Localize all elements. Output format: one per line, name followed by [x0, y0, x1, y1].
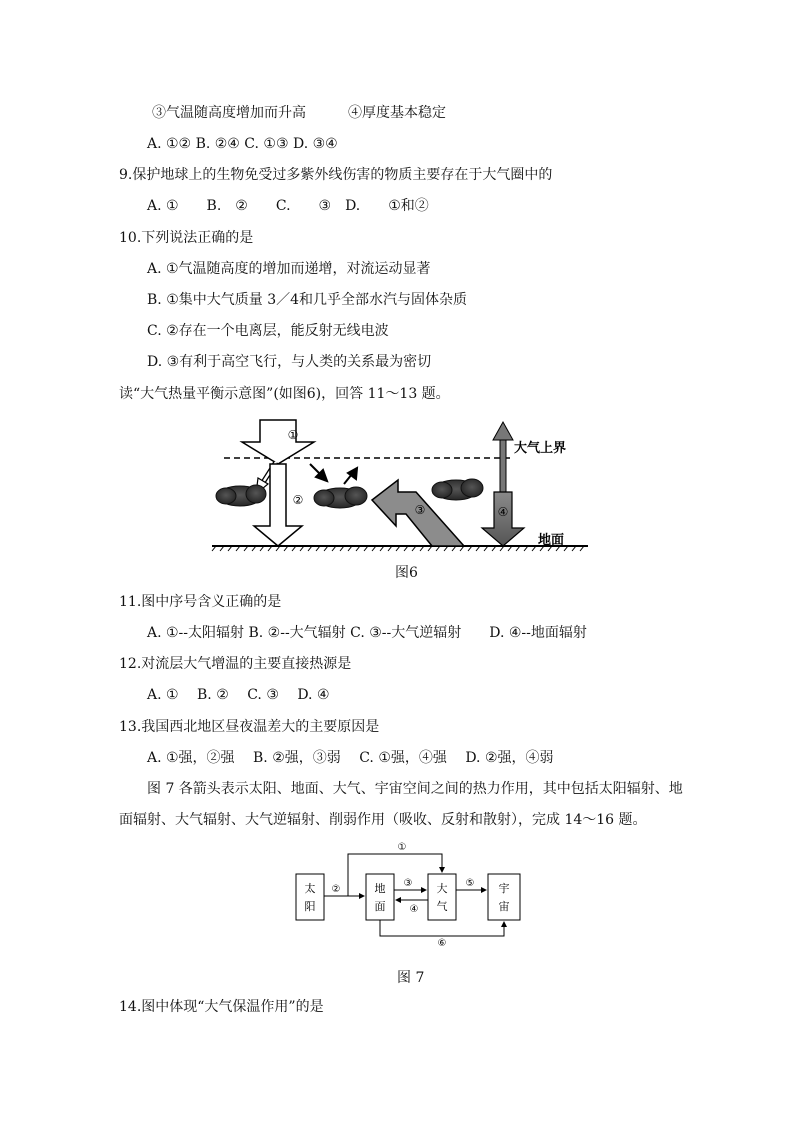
q8-answers: A. ①② B. ②④ C. ①③ D. ③④ — [147, 136, 338, 152]
q11-stem: 11.图中序号含义正确的是 — [119, 594, 282, 610]
label-2: ② — [292, 493, 304, 507]
q13-stem: 13.我国西北地区昼夜温差大的主要原因是 — [119, 719, 380, 735]
q11-answers: A. ①--太阳辐射 B. ②--大气辐射 C. ③--大气逆辐射 D. ④--地面辐射 — [147, 625, 587, 641]
fig7-intro-line1: 图 7 各箭头表示太阳、地面、大气、宇宙空间之间的热力作用，其中包括太阳辐射、地 — [147, 781, 683, 797]
ground-char-2: 面 — [374, 900, 386, 913]
figure-7-caption: 图 7 — [397, 970, 425, 986]
q9-stem: 9.保护地球上的生物免受过多紫外线伤害的物质主要存在于大气圈中的 — [119, 167, 553, 183]
fig6-intro: 读“大气热量平衡示意图”(如图6)，回答 11～13 题。 — [119, 386, 450, 402]
box-atmosphere — [428, 874, 456, 920]
line-option-3-4: ③气温随高度增加而升高 ④厚度基本稳定 — [152, 105, 446, 121]
q13-answers: A. ①强，②强 B. ②强，③弱 C. ①强，④强 D. ②强，④弱 — [147, 750, 554, 766]
box-ground — [366, 874, 394, 920]
q10-option-d: D. ③有利于高空飞行，与人类的关系最为密切 — [147, 354, 432, 370]
label-7-3: ③ — [403, 878, 413, 889]
figure-6-atmosphere-heat-balance — [210, 418, 590, 558]
label-7-4: ④ — [409, 904, 419, 915]
arrow-4-up — [500, 438, 506, 492]
q9-answers: A. ① B. ② C. ③ D. ①和② — [147, 198, 429, 214]
q10-option-b: B. ①集中大气质量 3／4和几乎全部水汽与固体杂质 — [147, 292, 468, 308]
arrow-7-6 — [380, 920, 504, 936]
q14-stem: 14.图中体现“大气保温作用”的是 — [119, 999, 324, 1015]
arrow-scatter-right — [310, 464, 357, 484]
label-atmosphere-top: 大气上界 — [514, 441, 567, 456]
cloud-right — [432, 479, 483, 500]
arrow-1 — [242, 420, 314, 464]
cloud-left — [216, 485, 266, 506]
label-1: ① — [287, 428, 299, 442]
label-7-1: ① — [397, 842, 407, 853]
figure-7-heat-flow-diagram — [290, 838, 530, 950]
q12-stem: 12.对流层大气增温的主要直接热源是 — [119, 656, 352, 672]
q10-stem: 10.下列说法正确的是 — [119, 230, 254, 246]
q10-option-a: A. ①气温随高度的增加而递增，对流运动显著 — [147, 261, 431, 277]
space-char-2: 宙 — [498, 900, 510, 913]
label-ground: 地面 — [538, 533, 565, 548]
ground-char-1: 地 — [374, 882, 386, 895]
cloud-middle — [314, 487, 367, 508]
box-sun — [296, 874, 324, 920]
label-7-2: ② — [331, 884, 341, 895]
q10-option-c: C. ②存在一个电离层，能反射无线电波 — [147, 323, 389, 339]
label-7-5: ⑤ — [465, 878, 475, 889]
q12-answers: A. ① B. ② C. ③ D. ④ — [147, 687, 330, 703]
atmos-char-2: 气 — [436, 900, 448, 913]
arrow-4-up-head — [493, 422, 513, 440]
label-7-6: ⑥ — [437, 938, 447, 949]
sun-char-1: 太 — [304, 882, 316, 895]
sun-char-2: 阳 — [304, 900, 316, 913]
atmos-char-1: 大 — [436, 882, 448, 895]
label-4: ④ — [497, 505, 509, 519]
figure-6-caption: 图6 — [395, 565, 418, 581]
box-space — [488, 874, 520, 920]
fig7-intro-line2: 面辐射、大气辐射、大气逆辐射、削弱作用（吸收、反射和散射），完成 14～16 题。 — [119, 812, 647, 828]
arrow-4 — [482, 492, 524, 546]
space-char-1: 宇 — [498, 882, 510, 895]
label-3: ③ — [414, 503, 426, 517]
